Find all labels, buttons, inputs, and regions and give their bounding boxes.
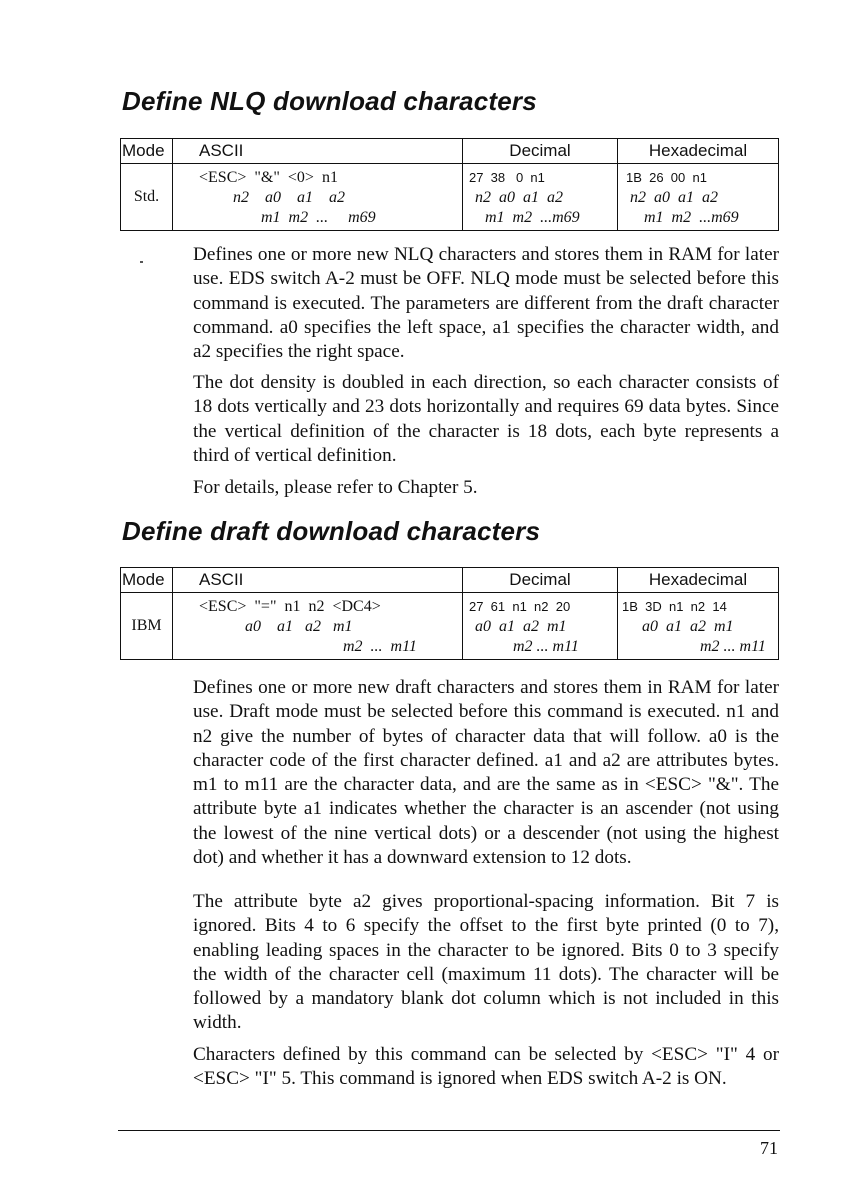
header-decimal: Decimal [463, 568, 618, 593]
footer-divider [118, 1130, 780, 1131]
ascii-line-3: m1 m2 ... m69 [261, 209, 376, 226]
header-hexadecimal: Hexadecimal [618, 139, 779, 164]
decimal-line-1: 27 38 0 n1 [469, 170, 545, 185]
decimal-line-2: a0 a1 a2 m1 [475, 618, 567, 635]
table-header-row [121, 568, 779, 593]
ascii-line-3: m2 ... m11 [343, 638, 417, 655]
ascii-line-2: n2 a0 a1 a2 [233, 189, 345, 206]
header-hexadecimal: Hexadecimal [618, 568, 779, 593]
hex-line-2: n2 a0 a1 a2 [630, 189, 718, 206]
decimal-line-3: m2 ... m11 [513, 638, 579, 655]
hex-line-3: m2 ... m11 [700, 638, 766, 655]
page-number: 71 [760, 1138, 778, 1158]
ascii-cell [173, 593, 463, 660]
paragraph-draft-3: Characters defined by this command can be selected by <ESC> "I" 4 or <ESC> "I" 5. This command is ignored when EDS switch A-2 is ON. [193, 1044, 779, 1090]
section-title-draft: Define draft download characters [122, 516, 541, 546]
mode-cell: IBM [121, 593, 173, 660]
hex-line-1: 1B 26 00 n1 [626, 170, 707, 185]
ascii-line-1: <ESC> "=" n1 n2 <DC4> [199, 598, 381, 615]
paragraph-draft-2: The attribute byte a2 gives proportional-spacing information. Bit 7 is ignored. Bits 4 to 6 specify the offset to the first byte printed (0 to 7), enabling leading spaces in the character to be ignored. Bits 0 to 3 specify the width of the character cell (maximum 11 dots). The character will be followed by a mandatory blank dot column which is not included in this width. [193, 891, 779, 1034]
table-row [121, 164, 779, 231]
paragraph-draft-1: Defines one or more new draft characters and stores them in RAM for later use. Draft mode must be selected before this command is executed. n1 and n2 give the number of bytes of character data that will follow. a0 is the character code of the first character defined. a1 and a2 are attributes bytes. m1 to m11 are the character data, and are the same as in <ESC> "&". The attribute byte a1 indicates whether the character is an ascender (not using the lowest of the nine vertical dots) or a descender (not using the highest dot) and whether it has a downward extension to 12 dots. [193, 677, 779, 869]
hex-line-3: m1 m2 ...m69 [644, 209, 739, 226]
section-title-nlq: Define NLQ download characters [122, 86, 537, 116]
decimal-cell [463, 593, 618, 660]
paragraph-nlq-2: The dot density is doubled in each direction, so each character consists of 18 dots vertically and 23 dots horizontally and requires 69 data bytes. Since the vertical definition of the character is 18 dots, each byte represents a third of vertical definition. [193, 372, 779, 466]
hex-cell [618, 164, 779, 231]
command-table-draft [120, 567, 779, 660]
ascii-line-2: a0 a1 a2 m1 [245, 618, 353, 635]
decimal-line-3: m1 m2 ...m69 [485, 209, 580, 226]
header-mode: Mode [121, 139, 173, 164]
header-ascii: ASCII [173, 139, 463, 164]
decimal-line-2: n2 a0 a1 a2 [475, 189, 563, 206]
stray-mark [140, 261, 143, 263]
mode-cell: Std. [121, 164, 173, 231]
command-table-nlq [120, 138, 779, 231]
decimal-line-1: 27 61 n1 n2 20 [469, 599, 571, 614]
hex-line-2: a0 a1 a2 m1 [642, 618, 734, 635]
ascii-line-1: <ESC> "&" <0> n1 [199, 169, 338, 186]
ascii-cell [173, 164, 463, 231]
table-row [121, 593, 779, 660]
table-header-row [121, 139, 779, 164]
hex-cell [618, 593, 779, 660]
paragraph-nlq-3: For details, please refer to Chapter 5. [193, 477, 478, 498]
decimal-cell [463, 164, 618, 231]
hex-line-1: 1B 3D n1 n2 14 [622, 599, 727, 614]
header-mode: Mode [121, 568, 173, 593]
header-decimal: Decimal [463, 139, 618, 164]
paragraph-nlq-1: Defines one or more new NLQ characters and stores them in RAM for later use. EDS switch A-2 must be OFF. NLQ mode must be selected before this command is executed. The parameters are different from the draft character command. a0 specifies the left space, a1 specifies the character width, and a2 specifies the right space. [193, 244, 779, 363]
header-ascii: ASCII [173, 568, 463, 593]
